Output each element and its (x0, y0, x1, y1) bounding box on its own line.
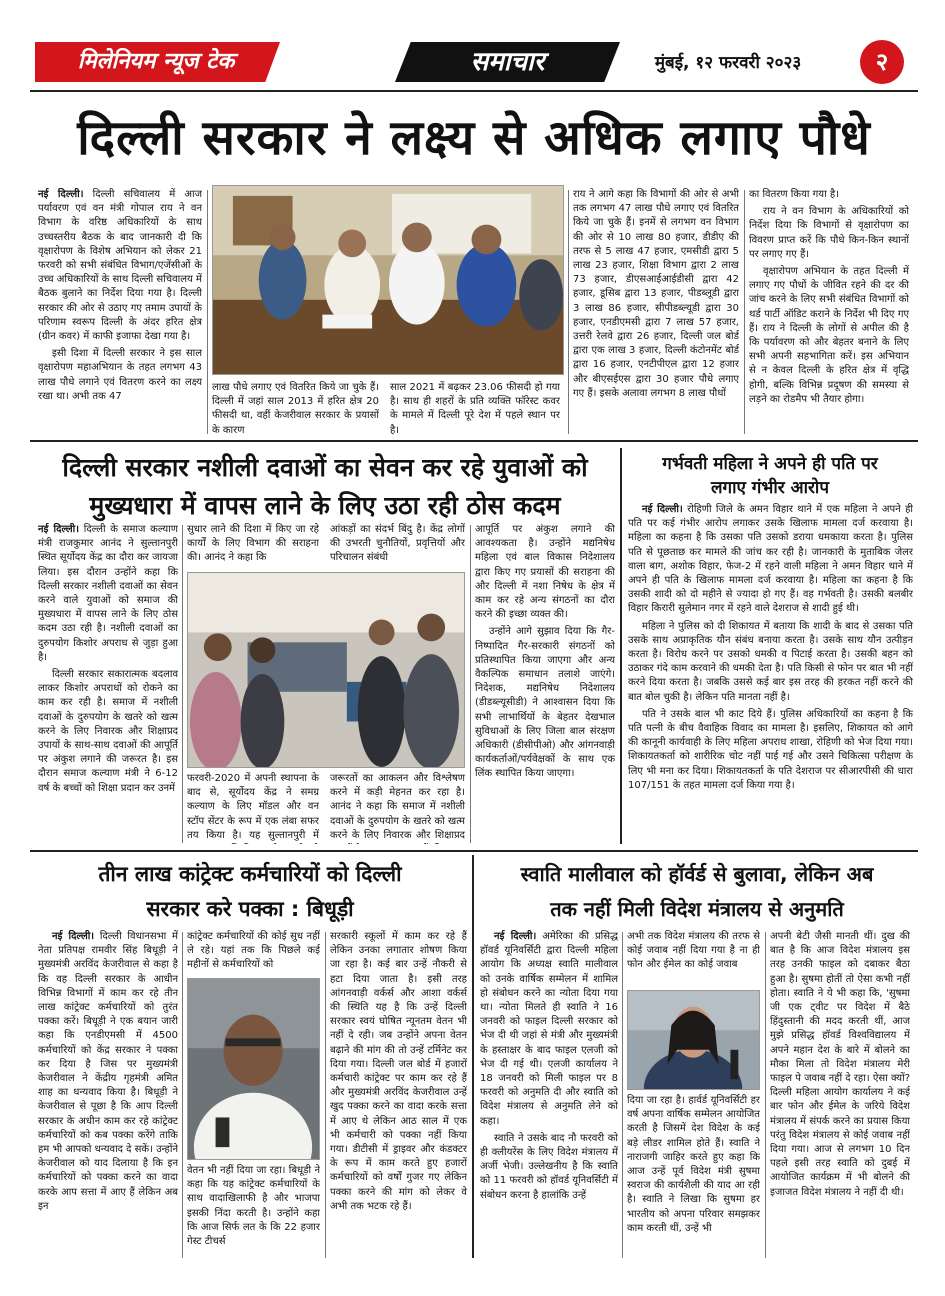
page-number: २ (875, 48, 889, 76)
a2-col3-bottom: जरूरतों का आकलन और विश्लेषण करने में कड़ी मेहनत कर रहा है। आनंद ने कहा कि समाज में नशीली दवाओं के दुरुपयोग के खतरे को खत्म करने के लिए निवारक और शिक्षाप्रद (330, 773, 465, 841)
a1-col1 (38, 188, 202, 436)
a1-col3: साल 2021 में बढ़कर 23.06 फीसदी हो गया है। साथ ही शहरों के प्रति व्यक्ति फॉरेस्ट कवर के मामले में दिल्ली पूरे देश में पहले स्थान पर है। (390, 382, 560, 436)
a4-divider-2 (325, 932, 326, 1258)
a1-col2: लाख पौधे लगाए एवं वितरित किये जा चुके हैं। दिल्ली में जहां साल 2013 में हरित क्षेत्र 20 फीसदी था, वहीं केजरीवाल सरकार के प्रयासों के कारण (212, 382, 379, 436)
a5-divider-1 (622, 932, 623, 1258)
a5-dateline: नई दिल्ली। (494, 931, 537, 942)
a4-headline-line1: तीन लाख कांट्रेक्ट कर्मचारियों को दिल्ली (98, 862, 402, 886)
a4-photo-bidhuri (187, 978, 320, 1160)
a2-dateline: नई दिल्ली। (38, 524, 80, 535)
a3-headline-line2: लगाए गंभीर आरोप (710, 478, 829, 498)
a2-col2-top: सुधार लाने की दिशा में किए जा रहे कार्यों के लिए विभाग की सराहना की। आनंद ने कहा कि (187, 524, 319, 564)
a1-col1-p1: दिल्ली सचिवालय में आज पर्यावरण एवं वन मंत्री गोपाल राय ने वन विभाग के वरिष्ठ अधिकारियों के साथ उच्चस्तरीय बैठक के बाद जानकारी दी कि वृक्षारोपण के विशेष अभियान को लेकर 21 फरवरी को सभी संबंधित विभाग/एजेंसीओं के उच्च अधिकारियों के साथ दिल्ली सचिवालय में बैठक बुलाने का निर्देश दिया गया है। दिल्ली सरकार की ओर से उठाए गए तमाम उपायों के परिणाम स्वरूप दिल्ली के अंदर हरित क्षेत्र (ग्रीन कवर) में काफी इजाफा देखा गया है। (38, 189, 202, 343)
a1-photo-meeting (212, 185, 564, 375)
a2-divider-1 (182, 525, 183, 843)
a4-col3: सरकारी स्कूलों में काम कर रहे हैं लेकिन उनका लगातार शोषण किया जा रहा है। कई बार उन्हें नौकरी से हटा दिया जाता है। इसी तरह आंगनवाड़ी वर्कर्स और आशा वर्कर्स की स्थिति यह है कि उन्हें दिल्ली सरकार स्वयं घोषित न्यूनतम वेतन भी नहीं दे रही। जब उन्होंने अपना वेतन बढ़ाने की मांग की तो उन्हें टर्मिनेट कर दिया गया। दिल्ली जल बोर्ड में हजारों कर्मचारी कांट्रेक्ट पर काम कर रहे हैं और मुख्यमंत्री अरविंद केजरीवाल उन्हें खुद पक्का करने का वादा करके सत्ता में आए थे लेकिन आठ साल में एक भी कर्मचारी को पक्का नहीं किया गया। डीटीसी में ड्राइवर और कंडक्टर के रूप में काम करते हुए हजारों कर्मचारियों को वर्षों गुजर गए लेकिन पक्का करने की मांग को लेकर वे अभी तक भटक रहे हैं। (330, 931, 467, 1212)
a2-headline-line1: दिल्ली सरकार नशीली दवाओं का सेवन कर रहे युवाओं को (62, 453, 588, 482)
a1-col4: राय ने आगे कहा कि विभागों की ओर से अभी तक लगभग 47 लाख पौधे लगाए एवं वितरित किये जा चुके हैं। इनमें से लगभग वन विभाग की ओर से 10 लाख 80 हजार, डीडीए की तरफ से 5 लाख 47 हजार, एमसीडी द्वारा 5 लाख 23 हजार, शिक्षा विभाग द्वारा 2 लाख 73 हजार, डीएसआईआईडीसी द्वारा 42 हजार, डूसिब द्वारा 13 हजार, पीडब्लूडी द्वारा 3 लाख 86 हजार, सीपीडब्ल्यूडी द्वारा 30 हजार, एनडीएमसी द्वारा 7 लाख 57 हजार, उत्तरी रेलवे द्वारा 26 हजार, दिल्ली जल बोर्ड द्वारा एक लाख 3 हजार, दिल्ली कंटोनमेंट बोर्ड द्वारा 16 हजार, एनटीपीएल द्वारा 12 हजार और बीएसईएस द्वारा 30 हजार पौधे लगाए गए हैं। इसके अलावा लगभग 8 लाख पौधों (573, 189, 739, 399)
a5-headline-line1: स्वाति मालीवाल को हॉर्वर्ड से बुलावा, लेकिन अब (520, 862, 874, 886)
a1-divider-3 (744, 190, 745, 434)
a1-col5 (749, 188, 909, 436)
a4-col1: नई दिल्ली। दिल्ली विधानसभा में नेता प्रतिपक्ष रामवीर सिंह बिधूड़ी ने मुख्यमंत्री अरविंद केजरीवाल से कहा है कि वह दिल्ली सरकार के आधीन विभिन्न विभागों में काम कर रहे तीन लाख कांट्रेक्ट कर्मचारियों को तुरंत पक्का करें। बिधूड़ी ने एक बयान जारी कहा कि एनडीएमसी में 4500 कर्मचारियों को केंद्र सरकार ने पक्का कर दिया है जिस पर मुख्यमंत्री केजरीवाल ने केंद्रीय गृहमंत्री अमित शाह का धन्यवाद किया है। बिधूड़ी ने केजरीवाल से पूछा है कि आप दिल्ली सरकार के अधीन काम कर रहे कांट्रेक्ट कर्मचारियों को कब पक्का करेंगे ताकि हम भी आपको धन्यवाद दे सकें। उन्होंने केजरीवाल को याद दिलाया है कि इन कर्मचारियों को पक्का करने का वादा करके आप सत्ता में आए हैं लेकिन अब इन (38, 931, 178, 1212)
a4-headline-line2: सरकार करे पक्का : बिधूड़ी (146, 897, 354, 921)
masthead-rule (30, 90, 918, 92)
a2-bottom-rule (30, 850, 918, 852)
a2-col4: आपूर्ति पर अंकुश लगाने की आवश्यकता है। उन्होंने मद्यनिषेध महिला एवं बाल विकास निदेशालय द्वारा किए गए प्रयासों की सराहना की और दिल्ली में नशा निषेध के क्षेत्र में काम कर रहे अन्य संगठनों का दौरा करने की इच्छा व्यक्त की। उन्होंने आगे सुझाव दिया कि गैर-निष्पादित गैर-सरकारी संगठनों को प्रतिस्थापित किया जाएगा और अन्य वैकल्पिक समाधान तलाशे जाएंगे। निदेशक, मद्यनिषेध निदेशालय (डीडब्ल्यूसीडी) ने आश्वासन दिया कि सभी लाभार्थियों के बेहतर देखभाल सुविधाओं के लिए जिला बाल संरक्षण अधिकारी (डीसीपीओ) और आंगनवाड़ी कार्यकर्ताओं/पर्यवेक्षकों के साथ एक लिंक स्थापित किया जाएगा। (475, 524, 615, 780)
a4-dateline: नई दिल्ली। (52, 931, 95, 942)
a3-headline-line1: गर्भवती महिला ने अपने ही पति पर (662, 454, 878, 474)
a1-dateline: नई दिल्ली। (38, 189, 84, 200)
a5-col3: अपनी बेटी जैसी मानती थीं। दुख की बात है कि आज विदेश मंत्रालय इस तरह उनकी फाइल को दबाकर बैठा हुआ है। सुषमा होतीं तो ऐसा कभी नहीं होता। स्वाति ने ये भी कहा कि, 'सुषमा जी एक ट्वीट पर विदेश में बैठे हिंदुस्तानी की मदद करती थीं, आज मुझे प्रसिद्ध हॉवर्ड विश्वविद्यालय में अपने महान देश के बारे में बोलने का मौका मिला तो विदेश मंत्रालय मेरी फाइल पे जवाब नहीं दे रहा। ऐसा क्यों? दिल्ली महिला आयोग कार्यालय ने कई बार फोन और ईमेल के जरिये विदेश मंत्रालय में संपर्क करने का प्रयास किया परंतु विदेश मंत्रालय से कोई जवाब नहीं दिया गया। आज से लगभग 10 दिन पहले इसी तरह स्वाति को दुबई में आयोजित कार्यक्रम में भी बोलने की इजाजत विदेश मंत्रालय ने नहीं दी थी। (770, 931, 910, 1198)
a4-col2-top: कांट्रेक्ट कर्मचारियों की कोई सुध नहीं ले रहे। यहां तक कि पिछले कई महीनों से कर्मचारियों को (187, 931, 320, 971)
a2-a3-divider (620, 448, 622, 844)
a2-headline-line2: मुख्यधारा में वापस लाने के लिए उठा रही ठोस कदम (89, 491, 561, 520)
a1-col5-p2: राय ने वन विभाग के अधिकारियों को निर्देश दिया कि विभागों से वृक्षारोपण का विवरण प्राप्त करें कि पौधे किन-किन स्थानों पर लगाए गए हैं। (749, 206, 909, 260)
section-title: समाचार (470, 47, 545, 77)
issue-date: मुंबई, १२ फरवरी २०२३ (654, 53, 802, 73)
a1-bottom-rule (30, 440, 918, 442)
a1-col5-p1: का वितरण किया गया है। (749, 189, 839, 200)
a1-col5-p3: वृक्षारोपण अभियान के तहत दिल्ली में लगाए गए पौधों के जीवित रहने की दर की जांच करने के लिए सभी संबंधित विभागों को थर्ड पार्टी ऑडिट कराने के निर्देश भी दिए गए हैं। राय ने दिल्ली के लोगों से अपील की है कि पर्यावरण को और बेहतर बनाने के लिए सभी अपनी सहभागिता करें। इस अभियान से न केवल दिल्ली के हरित क्षेत्र में वृद्धि होगी, बल्कि विभिन्न प्रदूषण की समस्या से लड़ने का रोडमैप भी तैयार होगा। (749, 266, 909, 405)
brand-name: मिलेनियम न्यूज टेक (77, 49, 235, 74)
a2-col2-bottom: फरवरी-2020 में अपनी स्थापना के बाद से, सूर्योदय केंद्र ने समग्र कल्याण के लिए मॉडल और वन स्टॉप सेंटर के रूप में एक लंबा सफर तय किया है। यह सुल्तानपुरी में (187, 773, 319, 841)
a5-headline-line2: तक नहीं मिली विदेश मंत्रालय से अनुमति (550, 897, 844, 921)
a2-col3-top: आंकड़ों का संदर्भ बिंदु है। केंद्र लोगों की उभरती चुनौतियों, प्रवृत्तियों और परिचालन संबंधी (330, 524, 465, 564)
a1-divider-1 (207, 190, 208, 434)
a2-photo-visit (187, 572, 465, 768)
a4-a5-divider (472, 855, 474, 1258)
a5-col2-top: अभी तक विदेश मंत्रालय की तरफ से कोई जवाब नहीं दिया गया है ना ही फोन और ईमेल का कोई जवाब (627, 931, 760, 971)
a2-col1: नई दिल्ली। दिल्ली के समाज कल्याण मंत्री राजकुमार आनंद ने सुल्तानपुरी स्थित सूर्योदय केंद्र का दौरा कर जायजा लिया। इस दौरान उन्होंने कहा कि दिल्ली सरकार नशीली दवाओं का सेवन करने वाले युवाओं को समाज की मुख्यधारा में वापस लाने के लिए ठोस कदम उठा रही है। नशीली दवाओं का दुरुपयोग किशोर अपराध से जुड़ा हुआ है। दिल्ली सरकार सकारात्मक बदलाव लाकर किशोर अपराधों को रोकने का काम कर रही है। समाज में नशीली दवाओं के दुरुपयोग के खतरे को खत्म करने के लिए निवारक और शिक्षाप्रद उपायों के साथ-साथ दवाओं की आपूर्ति पर अंकुश लगाने की जरूरत है। इस दौरान समाज कल्याण मंत्री ने 6-12 वर्ष के बच्चों को शिक्षा प्रदान कर उनमें (38, 524, 178, 794)
a1-divider-2 (568, 190, 569, 434)
a2-divider-2 (470, 525, 471, 843)
masthead (35, 40, 915, 86)
a4-col2-bottom: वेतन भी नहीं दिया जा रहा। बिधूड़ी ने कहा कि यह कांट्रेक्ट कर्मचारियों के साथ वादाखिलाफी है और भाजपा इसकी निंदा करती है। उन्होंने कहा कि आज सिर्फ लत के कि 22 हजार गेस्ट टीचर्स (187, 1165, 320, 1248)
a4-divider-1 (182, 932, 183, 1258)
a1-col1-p2: इसी दिशा में दिल्ली सरकार ने इस साल वृक्षारोपण महाअभियान के तहत लगभग 43 लाख पौधे लगाने एवं वितरण करने का लक्ष्य रखा था। अभी तक 47 (38, 348, 202, 402)
a3-dateline: नई दिल्ली। (642, 504, 683, 515)
a3-body: नई दिल्ली। रोहिणी जिले के अमन विहार थाने में एक महिला ने अपने ही पति पर कई गंभीर आरोप लगाकर उसके खिलाफ मामला दर्ज करवाया है। महिला का कहना है कि उसका पति उसको डराया धमकाया करता है। पुलिस पति से पूछताछ कर मामले की जांच कर रही है। जानकारी के मुताबिक जेलर वाला बाग, अशोक विहार, फेज-2 में रहने वाली महिला ने अमन विहार थाने में अपने ही पति के खिलाफ मामला दर्ज करवाया है। महिला का कहना है कि उसकी शादी को दो महीने से ज्यादा हो गए हैं। वह गर्भवती है। उसकी बलबीर विहार किरारी सुलेमान नगर में रहने वाले देशराज से शादी हुई थी। महिला ने पुलिस को दी शिकायत में बताया कि शादी के बाद से उसका पति उसके साथ अप्राकृतिक यौन संबंध बनाया करता है। उसके साथ यौन उत्पीड़न करता है। विरोध करने पर उसको धमकी व पिटाई करता है। उसकी बहन को उठाकर गंदे काम करवाने की धमकी देता है। पति किसी से फोन पर बात भी नहीं करने दिया करता है। जबकि उससे कई बार इस तरह की हरकत नहीं करने की बात बोल चुकी है। लेकिन पति मानता नहीं है। पति ने उसके बाल भी काट दिये हैं। पुलिस अधिकारियों का कहना है कि पति पत्नी के बीच वैवाहिक विवाद का मामला है। इसलिए, शिकायत को आगे की कानूनी कार्यवाही के लिए महिला अपराध शाखा, रोहिणी को भेज दिया गया। शिकायतकर्ता को शारीरिक चोट नहीं पाई गई और उसने चिकित्सा परीक्षण के लिए भी मना कर दिया। शिकायतकर्ता के पति देशराज पर सीआरपीसी की धारा 107/151 के तहत मामला दर्ज किया गया है। (628, 504, 913, 791)
a5-divider-2 (765, 932, 766, 1258)
a5-photo-maliwal (627, 990, 760, 1090)
a5-col2-bottom: दिया जा रहा है। हार्वर्ड यूनिवर्सिटी हर वर्ष अपना वार्षिक सम्मेलन आयोजित करती है जिसमें देश विदेश के कई बड़े लीडर शामिल होते हैं। स्वाति ने नाराजगी जाहिर करते हुए कहा कि आज उन्हें पूर्व विदेश मंत्री सुषमा स्वराज की कार्यशैली की याद आ रही है। स्वाति ने लिखा कि सुषमा हर भारतीय को अपना परिवार समझकर काम करती थीं, उन्हें भी (627, 1095, 760, 1234)
a5-col1: नई दिल्ली। अमेरिका की प्रसिद्ध हॉवर्ड यूनिवर्सिटी द्वारा दिल्ली महिला आयोग कि अध्यक्ष स्वाति मालीवाल को उनके वार्षिक सम्मेलन में शामिल हो संबोधन करने का न्योता दिया गया था। न्योता मिलते ही स्वाति ने 16 जनवरी को फाइल दिल्ली सरकार को भेज दी थी जहां से मंत्री और मुख्यमंत्री के हस्ताक्षर के बाद फाइल एलजी को भेज दी गई थी। एलजी कार्यालय ने 18 जनवरी को मिली फाइल पर 8 फरवरी को अनुमति दी और स्वाति को विदेश मंत्रालय से अनुमति लेने को कहा। स्वाति ने उसके बाद नौ फरवरी को ही क्लीयरेंस के लिए विदेश मंत्रालय में अर्जी भेजी। उल्लेखनीय है कि स्वाति को 11 फरवरी को हॉवर्ड यूनिवर्सिटी में संबोधन करना है हालांकि उन्हें (480, 931, 618, 1201)
a1-headline: दिल्ली सरकार ने लक्ष्य से अधिक लगाए पौधे (77, 110, 871, 166)
